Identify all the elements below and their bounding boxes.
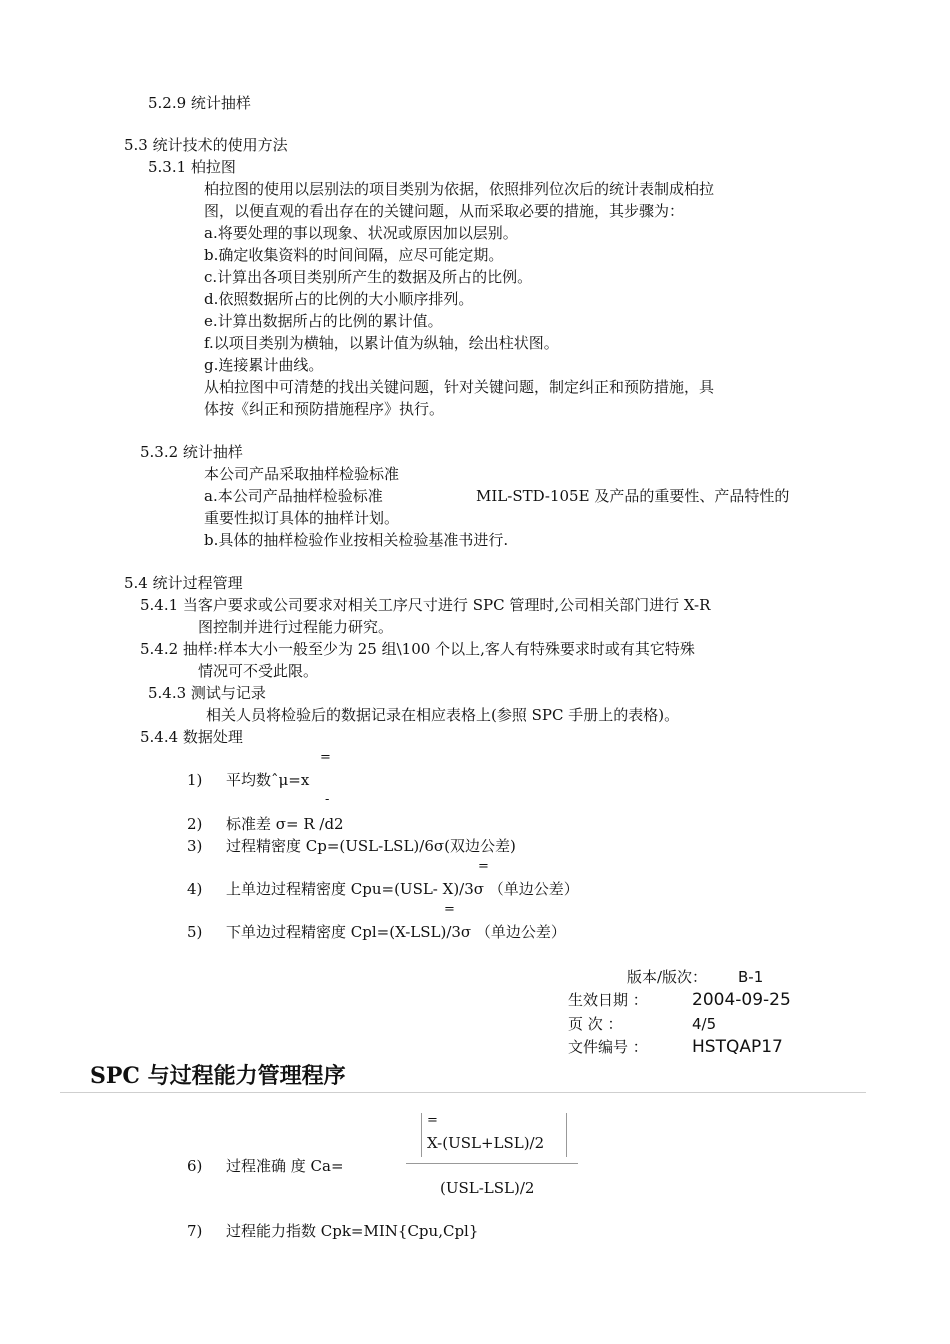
version-value: B-1 (738, 968, 764, 986)
formula-3-number: 3) (187, 837, 203, 855)
formula-2-overbar: - (325, 792, 330, 807)
version-label: 版本/版次： (627, 968, 708, 986)
formula-cpu: 上单边过程精密度 Cpu=(USL- X)/3σ （单边公差） (226, 880, 579, 898)
section-5-4-3-heading: 5.4.3 测试与记录 (148, 684, 266, 702)
formula-ca-label: 过程准确 度 Ca= (226, 1157, 344, 1175)
pareto-step-c: c.计算出各项目类别所产生的数据及所占的比例。 (204, 268, 533, 286)
section-5-4-1-line-1: 5.4.1 当客户要求或公司要求对相关工序尺寸进行 SPC 管理时,公司相关部门进行 X-R (140, 596, 711, 614)
sampling-item-a-standard: MIL-STD-105E 及产品的重要性、产品特性的 (476, 487, 790, 505)
page-number-label: 页 次 ： (568, 1015, 623, 1033)
formula-1-overbar: = (320, 750, 331, 765)
section-5-4-3-text: 相关人员将检验后的数据记录在相应表格上(参照 SPC 手册上的表格)。 (206, 706, 680, 724)
pareto-step-a: a.将要处理的事以现象、状况或原因加以层别。 (204, 224, 518, 242)
formula-ca-denominator: (USL-LSL)/2 (440, 1179, 535, 1197)
formula-4-overbar: = (478, 859, 489, 874)
section-5-4-2-line-1: 5.4.2 抽样:样本大小一般至少为 25 组\100 个以上,客人有特殊要求时或有其它特殊 (140, 640, 695, 658)
pareto-step-f: f.以项目类别为横轴，以累计值为纵轴，绘出柱状图。 (204, 334, 559, 352)
formula-mean: 平均数ˆμ=x (226, 771, 310, 789)
formula-5-overbar: = (444, 902, 455, 917)
document-number-label: 文件编号 ： (568, 1038, 648, 1056)
formula-1-number: 1) (187, 771, 203, 789)
section-5-4-2-line-2: 情况可不受此限。 (198, 662, 319, 680)
fraction-line (406, 1163, 578, 1164)
pareto-step-e: e.计算出数据所占的比例的累计值。 (204, 312, 443, 330)
page-number-value: 4/5 (692, 1015, 717, 1033)
formula-7-number: 7) (187, 1222, 203, 1240)
formula-std-dev: 标准差 σ= R /d2 (226, 815, 344, 833)
formula-ca-numerator: X-(USL+LSL)/2 (427, 1134, 545, 1152)
sampling-item-b: b.具体的抽样检验作业按相关检验基准书进行. (204, 531, 509, 549)
effective-date-value: 2004-09-25 (692, 990, 791, 1010)
formula-ca-overbar: = (427, 1113, 438, 1128)
section-5-3-2-heading: 5.3.2 统计抽样 (140, 443, 243, 461)
formula-cpl: 下单边过程精密度 Cpl=(X-LSL)/3σ （单边公差） (226, 923, 566, 941)
section-5-4-1-line-2: 图控制并进行过程能力研究。 (198, 618, 394, 636)
formula-5-number: 5) (187, 923, 203, 941)
section-5-2-9: 5.2.9 统计抽样 (148, 94, 251, 112)
document-title: SPC 与过程能力管理程序 (90, 1063, 346, 1089)
effective-date-label: 生效日期 ： (568, 991, 648, 1009)
document-number-value: HSTQAP17 (692, 1037, 783, 1057)
pareto-step-b: b.确定收集资料的时间间隔，应尽可能定期。 (204, 246, 504, 264)
formula-6-number: 6) (187, 1157, 203, 1175)
section-5-3-1-heading: 5.3.1 柏拉图 (148, 158, 236, 176)
pareto-intro-line-2: 图，以便直观的看出存在的关键问题，从而采取必要的措施，其步骤为： (204, 202, 685, 220)
section-5-4-4-heading: 5.4.4 数据处理 (140, 728, 243, 746)
pareto-conclusion-line-2: 体按《纠正和预防措施程序》执行。 (204, 400, 445, 418)
section-5-3-heading: 5.3 统计技术的使用方法 (124, 136, 288, 154)
title-divider (60, 1092, 866, 1093)
sampling-intro: 本公司产品采取抽样检验标准 (204, 465, 400, 483)
formula-4-number: 4) (187, 880, 203, 898)
abs-bar-left (421, 1113, 422, 1157)
pareto-intro-line-1: 柏拉图的使用以层别法的项目类别为依据，依照排列位次后的统计表制成柏拉 (204, 180, 715, 198)
abs-bar-right (566, 1113, 567, 1157)
sampling-item-a-cont: 重要性拟订具体的抽样计划。 (204, 509, 400, 527)
formula-2-number: 2) (187, 815, 203, 833)
formula-cp: 过程精密度 Cp=(USL-LSL)/6σ(双边公差) (226, 837, 516, 855)
pareto-step-d: d.依照数据所占的比例的大小顺序排列。 (204, 290, 474, 308)
pareto-conclusion-line-1: 从柏拉图中可清楚的找出关键问题，针对关键问题，制定纠正和预防措施，具 (204, 378, 715, 396)
sampling-item-a: a.本公司产品抽样检验标准 (204, 487, 383, 505)
formula-cpk: 过程能力指数 Cpk=MIN{Cpu,Cpl} (226, 1222, 479, 1240)
pareto-step-g: g.连接累计曲线。 (204, 356, 324, 374)
section-5-4-heading: 5.4 统计过程管理 (124, 574, 243, 592)
